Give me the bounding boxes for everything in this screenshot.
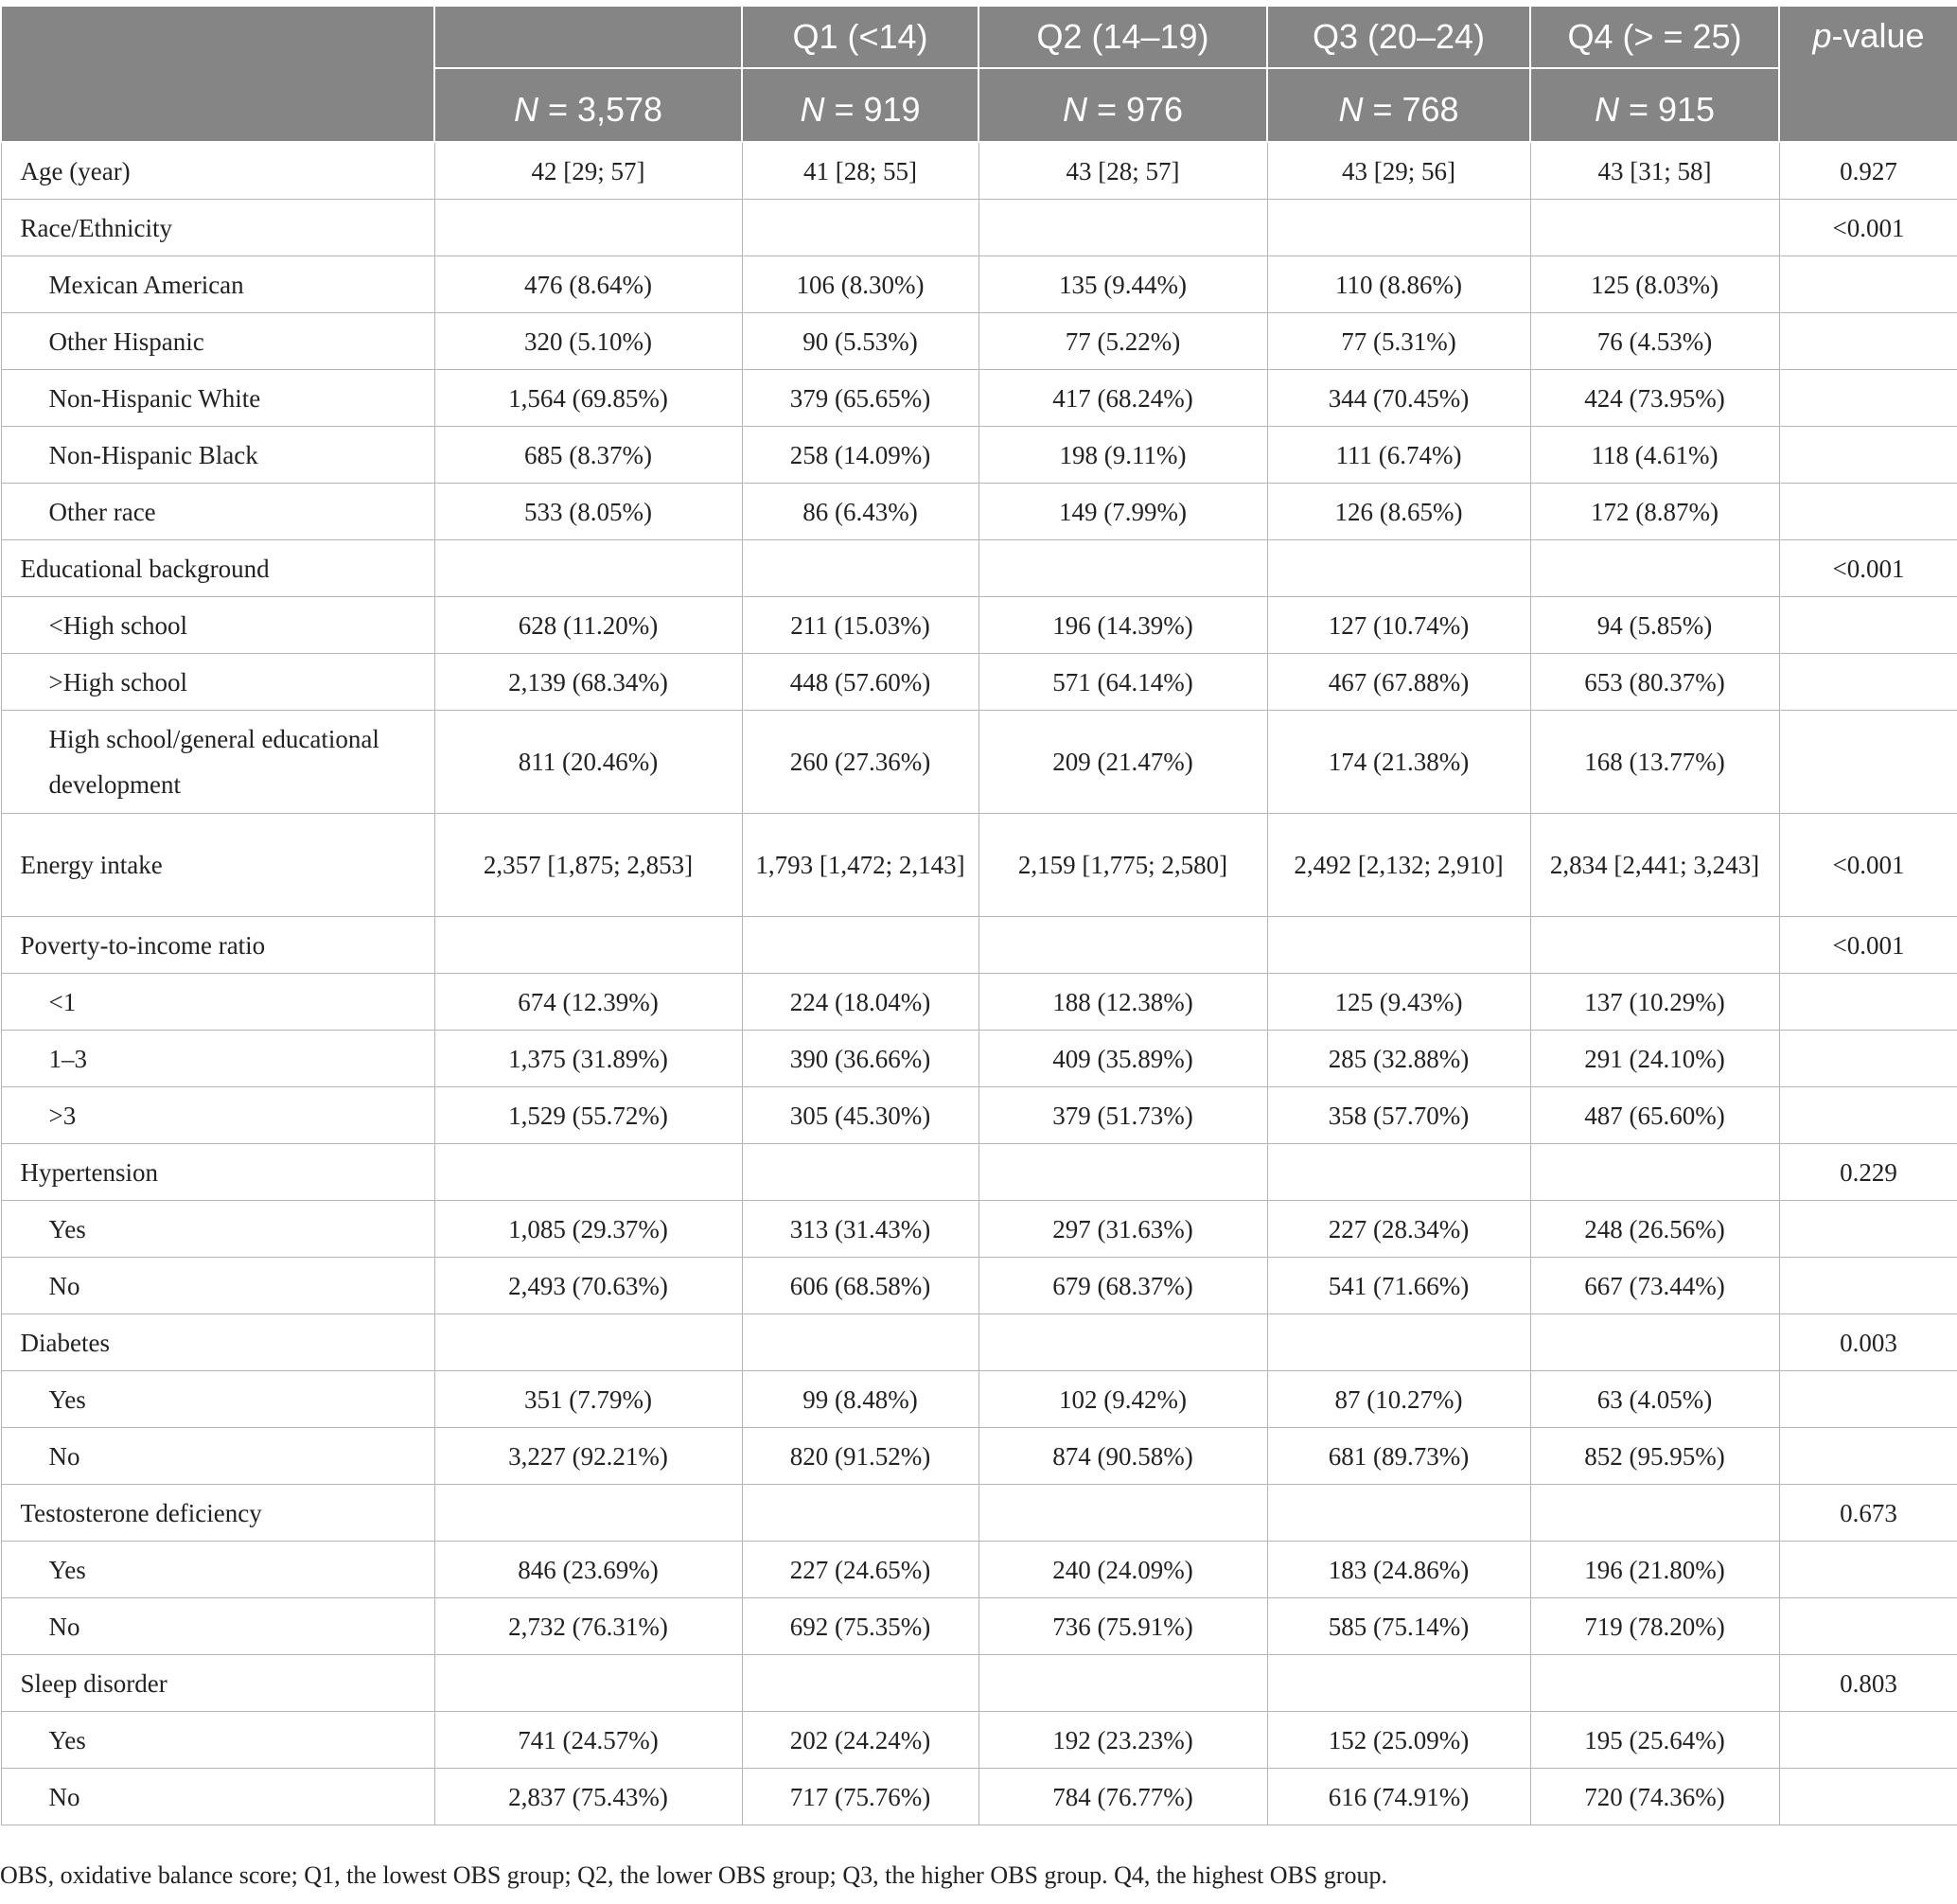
cell-q3: 111 (6.74%) [1267, 427, 1530, 484]
cell-p-value: 0.803 [1779, 1655, 1957, 1712]
cell-q2 [978, 1144, 1267, 1201]
cell-q4: 2,834 [2,441; 3,243] [1530, 814, 1779, 917]
cell-p-value: 0.927 [1779, 142, 1957, 200]
cell-q2: 874 (90.58%) [978, 1428, 1267, 1485]
cell-p-value: 0.673 [1779, 1485, 1957, 1542]
cell-q2 [978, 1655, 1267, 1712]
row-sublabel: Non-Hispanic Black [1, 427, 434, 484]
cell-overall [434, 917, 742, 974]
cell-q3 [1267, 1485, 1530, 1542]
cell-p-value: 0.003 [1779, 1314, 1957, 1371]
cell-q4: 248 (26.56%) [1530, 1201, 1779, 1258]
cell-p-value: <0.001 [1779, 200, 1957, 256]
cell-q3: 127 (10.74%) [1267, 597, 1530, 654]
cell-q4: 195 (25.64%) [1530, 1712, 1779, 1769]
row-sublabel: <High school [1, 597, 434, 654]
cell-q3: 285 (32.88%) [1267, 1031, 1530, 1087]
n-value: = 3,578 [538, 90, 663, 129]
cell-q1: 86 (6.43%) [742, 484, 978, 540]
cell-overall: 2,732 (76.31%) [434, 1598, 742, 1655]
row-label: Hypertension [1, 1144, 434, 1201]
header-q3: Q3 (20–24) [1267, 6, 1530, 68]
cell-q2 [978, 1485, 1267, 1542]
cell-q3: 681 (89.73%) [1267, 1428, 1530, 1485]
table-row [1, 711, 1957, 814]
cell-q4: 667 (73.44%) [1530, 1258, 1779, 1314]
header-q1: Q1 (<14) [742, 6, 978, 68]
cell-q4: 137 (10.29%) [1530, 974, 1779, 1031]
table-row [1, 974, 1957, 1031]
cell-q1: 224 (18.04%) [742, 974, 978, 1031]
table-row [1, 142, 1957, 200]
cell-q1: 717 (75.76%) [742, 1769, 978, 1825]
cell-q4 [1530, 200, 1779, 256]
cell-overall: 811 (20.46%) [434, 711, 742, 814]
table-row [1, 1371, 1957, 1428]
cell-q2: 77 (5.22%) [978, 313, 1267, 370]
cell-q1: 106 (8.30%) [742, 256, 978, 313]
cell-q3 [1267, 200, 1530, 256]
cell-q2: 198 (9.11%) [978, 427, 1267, 484]
header-blank-cell [1, 6, 434, 142]
cell-q4: 63 (4.05%) [1530, 1371, 1779, 1428]
cell-q4: 76 (4.53%) [1530, 313, 1779, 370]
header-overall-blank [434, 6, 742, 68]
cell-overall [434, 1485, 742, 1542]
baseline-characteristics-table [0, 5, 1957, 1825]
header-n-q3 [1267, 68, 1530, 142]
cell-q4: 43 [31; 58] [1530, 142, 1779, 200]
cell-overall: 741 (24.57%) [434, 1712, 742, 1769]
cell-q4: 172 (8.87%) [1530, 484, 1779, 540]
table-row [1, 200, 1957, 256]
cell-q1: 606 (68.58%) [742, 1258, 978, 1314]
row-label: Age (year) [1, 142, 434, 200]
n-value: = 768 [1363, 90, 1459, 129]
cell-q1 [742, 200, 978, 256]
cell-overall: 2,493 (70.63%) [434, 1258, 742, 1314]
row-sublabel: >3 [1, 1087, 434, 1144]
cell-q4 [1530, 1314, 1779, 1371]
row-sublabel: Non-Hispanic White [1, 370, 434, 427]
cell-p-value [1779, 1258, 1957, 1314]
row-sublabel: Other race [1, 484, 434, 540]
cell-q1: 448 (57.60%) [742, 654, 978, 711]
cell-q1: 202 (24.24%) [742, 1712, 978, 1769]
cell-p-value: <0.001 [1779, 917, 1957, 974]
cell-q4 [1530, 1485, 1779, 1542]
cell-q1: 1,793 [1,472; 2,143] [742, 814, 978, 917]
n-value: = 919 [824, 90, 921, 129]
cell-q4: 720 (74.36%) [1530, 1769, 1779, 1825]
table-container [0, 5, 1957, 1825]
table-row [1, 654, 1957, 711]
n-symbol: N [1338, 90, 1364, 129]
table-row [1, 370, 1957, 427]
table-row [1, 1144, 1957, 1201]
cell-p-value [1779, 1201, 1957, 1258]
cell-q2 [978, 540, 1267, 597]
table-row [1, 917, 1957, 974]
cell-q3: 585 (75.14%) [1267, 1598, 1530, 1655]
cell-p-value [1779, 484, 1957, 540]
cell-q2: 196 (14.39%) [978, 597, 1267, 654]
cell-q1: 305 (45.30%) [742, 1087, 978, 1144]
cell-q2: 240 (24.09%) [978, 1542, 1267, 1598]
table-row [1, 1655, 1957, 1712]
cell-p-value [1779, 654, 1957, 711]
cell-q4 [1530, 1655, 1779, 1712]
header-n-q1 [742, 68, 978, 142]
row-sublabel: No [1, 1769, 434, 1825]
row-sublabel: <1 [1, 974, 434, 1031]
cell-q4: 653 (80.37%) [1530, 654, 1779, 711]
cell-q2: 784 (76.77%) [978, 1769, 1267, 1825]
cell-overall: 2,139 (68.34%) [434, 654, 742, 711]
header-p-italic: p [1812, 16, 1832, 55]
cell-p-value [1779, 1031, 1957, 1087]
row-sublabel: Other Hispanic [1, 313, 434, 370]
cell-q1: 260 (27.36%) [742, 711, 978, 814]
cell-q1: 99 (8.48%) [742, 1371, 978, 1428]
row-sublabel: No [1, 1598, 434, 1655]
cell-q3: 152 (25.09%) [1267, 1712, 1530, 1769]
cell-q3: 541 (71.66%) [1267, 1258, 1530, 1314]
header-n-overall [434, 68, 742, 142]
table-row [1, 484, 1957, 540]
cell-q3: 174 (21.38%) [1267, 711, 1530, 814]
n-symbol: N [1594, 90, 1619, 129]
cell-q1: 390 (36.66%) [742, 1031, 978, 1087]
cell-overall: 1,375 (31.89%) [434, 1031, 742, 1087]
row-sublabel: Yes [1, 1542, 434, 1598]
table-row [1, 1201, 1957, 1258]
row-label: Sleep disorder [1, 1655, 434, 1712]
header-row-quartiles [1, 6, 1957, 68]
row-label: Poverty-to-income ratio [1, 917, 434, 974]
row-sublabel: 1–3 [1, 1031, 434, 1087]
table-body [1, 142, 1957, 1825]
cell-q3 [1267, 917, 1530, 974]
cell-overall: 351 (7.79%) [434, 1371, 742, 1428]
cell-p-value [1779, 256, 1957, 313]
table-row [1, 1769, 1957, 1825]
cell-p-value [1779, 1428, 1957, 1485]
header-q2: Q2 (14–19) [978, 6, 1267, 68]
table-header [1, 6, 1957, 142]
cell-q3: 2,492 [2,132; 2,910] [1267, 814, 1530, 917]
cell-q4: 852 (95.95%) [1530, 1428, 1779, 1485]
cell-overall: 320 (5.10%) [434, 313, 742, 370]
n-symbol: N [800, 90, 825, 129]
cell-q3: 183 (24.86%) [1267, 1542, 1530, 1598]
cell-q1 [742, 540, 978, 597]
cell-p-value: <0.001 [1779, 540, 1957, 597]
cell-q4: 168 (13.77%) [1530, 711, 1779, 814]
cell-q1: 692 (75.35%) [742, 1598, 978, 1655]
table-row [1, 256, 1957, 313]
header-p-suffix: -value [1831, 16, 1925, 55]
cell-q1 [742, 1144, 978, 1201]
cell-q2: 135 (9.44%) [978, 256, 1267, 313]
cell-q2: 188 (12.38%) [978, 974, 1267, 1031]
row-sublabel: Yes [1, 1712, 434, 1769]
cell-q3 [1267, 1655, 1530, 1712]
cell-q1: 820 (91.52%) [742, 1428, 978, 1485]
cell-overall: 1,564 (69.85%) [434, 370, 742, 427]
cell-q1: 379 (65.65%) [742, 370, 978, 427]
cell-q3: 126 (8.65%) [1267, 484, 1530, 540]
cell-overall: 42 [29; 57] [434, 142, 742, 200]
cell-q2 [978, 200, 1267, 256]
cell-q2: 679 (68.37%) [978, 1258, 1267, 1314]
cell-overall: 1,529 (55.72%) [434, 1087, 742, 1144]
table-row [1, 1258, 1957, 1314]
cell-q3: 616 (74.91%) [1267, 1769, 1530, 1825]
cell-q4: 118 (4.61%) [1530, 427, 1779, 484]
header-n-q2 [978, 68, 1267, 142]
cell-q3: 467 (67.88%) [1267, 654, 1530, 711]
cell-p-value [1779, 1542, 1957, 1598]
cell-q2: 43 [28; 57] [978, 142, 1267, 200]
header-n-q4 [1530, 68, 1779, 142]
cell-overall: 685 (8.37%) [434, 427, 742, 484]
cell-q3: 77 (5.31%) [1267, 313, 1530, 370]
row-sublabel: >High school [1, 654, 434, 711]
cell-p-value [1779, 711, 1957, 814]
cell-p-value [1779, 1598, 1957, 1655]
cell-q2 [978, 1314, 1267, 1371]
row-label: Testosterone deficiency [1, 1485, 434, 1542]
cell-q1 [742, 1485, 978, 1542]
cell-overall: 628 (11.20%) [434, 597, 742, 654]
cell-q4: 487 (65.60%) [1530, 1087, 1779, 1144]
cell-q1: 258 (14.09%) [742, 427, 978, 484]
cell-q1: 211 (15.03%) [742, 597, 978, 654]
cell-p-value [1779, 597, 1957, 654]
cell-q4: 719 (78.20%) [1530, 1598, 1779, 1655]
cell-q3 [1267, 1144, 1530, 1201]
cell-q4: 424 (73.95%) [1530, 370, 1779, 427]
cell-p-value [1779, 974, 1957, 1031]
row-sublabel: No [1, 1428, 434, 1485]
table-row [1, 313, 1957, 370]
cell-overall: 1,085 (29.37%) [434, 1201, 742, 1258]
cell-q4: 291 (24.10%) [1530, 1031, 1779, 1087]
cell-overall: 2,837 (75.43%) [434, 1769, 742, 1825]
cell-q1: 90 (5.53%) [742, 313, 978, 370]
cell-q1: 227 (24.65%) [742, 1542, 978, 1598]
cell-p-value: <0.001 [1779, 814, 1957, 917]
row-sublabel: High school/general educational development [1, 711, 434, 814]
cell-q2: 192 (23.23%) [978, 1712, 1267, 1769]
cell-p-value [1779, 1087, 1957, 1144]
cell-q2: 409 (35.89%) [978, 1031, 1267, 1087]
cell-q2: 102 (9.42%) [978, 1371, 1267, 1428]
table-row [1, 427, 1957, 484]
row-label: Energy intake [1, 814, 434, 917]
cell-q2 [978, 917, 1267, 974]
cell-q4 [1530, 917, 1779, 974]
cell-q3: 358 (57.70%) [1267, 1087, 1530, 1144]
table-footnote: OBS, oxidative balance score; Q1, the lowest OBS group; Q2, the lower OBS group; Q3, the higher OBS group. Q4, the highest OBS group. [0, 1861, 1387, 1889]
cell-q4: 196 (21.80%) [1530, 1542, 1779, 1598]
cell-q3: 344 (70.45%) [1267, 370, 1530, 427]
cell-q4 [1530, 540, 1779, 597]
row-label: Race/Ethnicity [1, 200, 434, 256]
cell-overall: 674 (12.39%) [434, 974, 742, 1031]
cell-overall [434, 200, 742, 256]
cell-overall [434, 540, 742, 597]
cell-q3 [1267, 1314, 1530, 1371]
row-sublabel: Yes [1, 1201, 434, 1258]
cell-overall: 2,357 [1,875; 2,853] [434, 814, 742, 917]
row-label: Educational background [1, 540, 434, 597]
table-row [1, 1428, 1957, 1485]
cell-p-value [1779, 1712, 1957, 1769]
table-row [1, 1314, 1957, 1371]
cell-overall: 533 (8.05%) [434, 484, 742, 540]
cell-overall: 846 (23.69%) [434, 1542, 742, 1598]
cell-q2: 417 (68.24%) [978, 370, 1267, 427]
cell-overall: 3,227 (92.21%) [434, 1428, 742, 1485]
cell-q1 [742, 917, 978, 974]
cell-q2: 149 (7.99%) [978, 484, 1267, 540]
cell-q3 [1267, 540, 1530, 597]
cell-q4 [1530, 1144, 1779, 1201]
n-symbol: N [513, 90, 538, 129]
cell-q1 [742, 1314, 978, 1371]
cell-q3: 125 (9.43%) [1267, 974, 1530, 1031]
cell-overall [434, 1314, 742, 1371]
cell-q1: 41 [28; 55] [742, 142, 978, 200]
cell-p-value [1779, 370, 1957, 427]
n-symbol: N [1062, 90, 1087, 129]
table-row [1, 814, 1957, 917]
n-value: = 915 [1618, 90, 1716, 129]
row-label: Diabetes [1, 1314, 434, 1371]
header-p-value [1779, 6, 1957, 142]
table-row [1, 597, 1957, 654]
cell-overall [434, 1144, 742, 1201]
table-row [1, 1485, 1957, 1542]
row-sublabel: Mexican American [1, 256, 434, 313]
cell-p-value [1779, 427, 1957, 484]
table-row [1, 1031, 1957, 1087]
cell-q4: 94 (5.85%) [1530, 597, 1779, 654]
cell-overall [434, 1655, 742, 1712]
table-row [1, 1712, 1957, 1769]
cell-p-value [1779, 1371, 1957, 1428]
cell-q4: 125 (8.03%) [1530, 256, 1779, 313]
cell-q2: 297 (31.63%) [978, 1201, 1267, 1258]
table-row [1, 1087, 1957, 1144]
cell-p-value [1779, 313, 1957, 370]
n-value: = 976 [1086, 90, 1184, 129]
row-sublabel: No [1, 1258, 434, 1314]
table-row [1, 1598, 1957, 1655]
cell-q2: 736 (75.91%) [978, 1598, 1267, 1655]
cell-q3: 227 (28.34%) [1267, 1201, 1530, 1258]
table-row [1, 1542, 1957, 1598]
cell-q3: 43 [29; 56] [1267, 142, 1530, 200]
row-sublabel: Yes [1, 1371, 434, 1428]
table-row [1, 540, 1957, 597]
cell-q3: 87 (10.27%) [1267, 1371, 1530, 1428]
cell-q2: 379 (51.73%) [978, 1087, 1267, 1144]
cell-q1: 313 (31.43%) [742, 1201, 978, 1258]
cell-p-value: 0.229 [1779, 1144, 1957, 1201]
header-q4: Q4 (> = 25) [1530, 6, 1779, 68]
cell-q2: 571 (64.14%) [978, 654, 1267, 711]
cell-p-value [1779, 1769, 1957, 1825]
cell-q1 [742, 1655, 978, 1712]
cell-q2: 2,159 [1,775; 2,580] [978, 814, 1267, 917]
cell-q2: 209 (21.47%) [978, 711, 1267, 814]
cell-overall: 476 (8.64%) [434, 256, 742, 313]
cell-q3: 110 (8.86%) [1267, 256, 1530, 313]
